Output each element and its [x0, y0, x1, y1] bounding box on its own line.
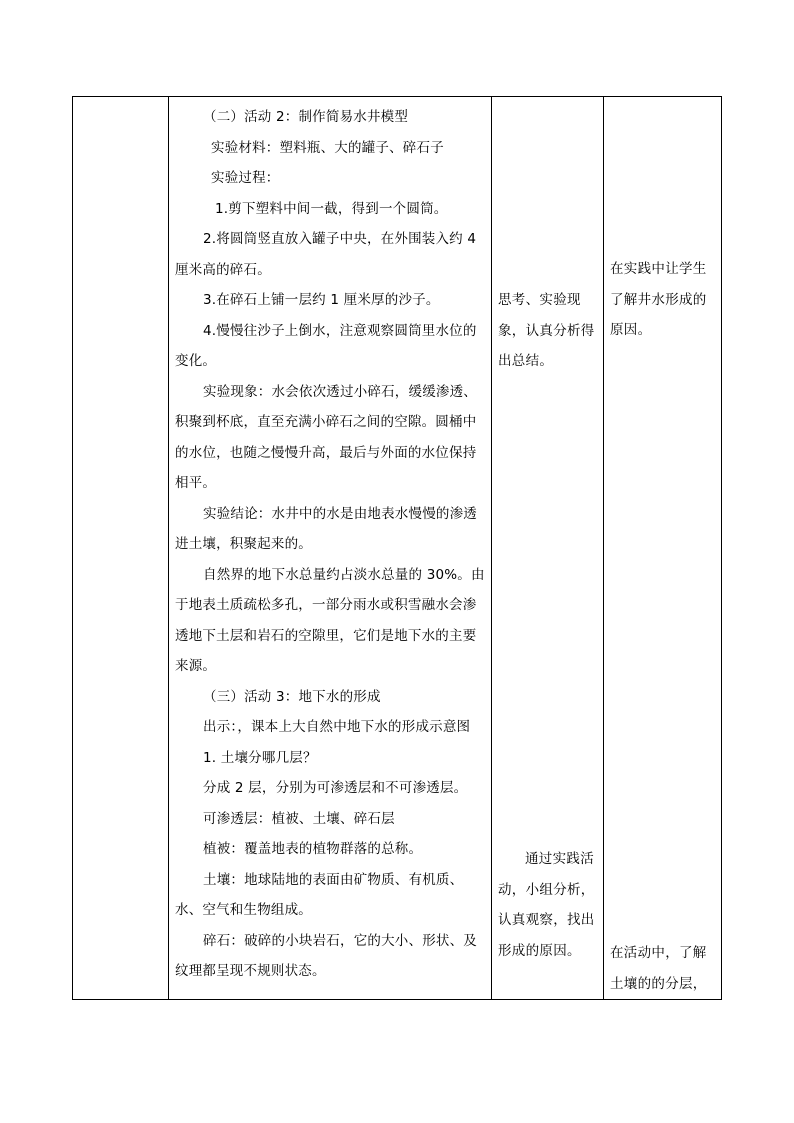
gravel-definition: 碎石：破碎的小块岩石，它的大小、形状、及纹理都呈现不规则状态。: [175, 932, 477, 979]
experiment-conclusion: 实验结论：水井中的水是由地表水慢慢的渗透进土壤，积聚起来的。: [175, 505, 477, 552]
answer-layers: 分成 2 层，分别为可渗透层和不可渗透层。: [203, 780, 468, 796]
design-intent-1: 在实践中让学生了解井水形成的原因。: [610, 261, 707, 338]
step-2: 2.将圆筒竖直放入罐子中央，在外围装入约 4 厘米高的碎石。: [175, 231, 477, 278]
step-3: 3.在碎石上铺一层约 1 厘米厚的沙子。: [203, 292, 440, 308]
design-intent-cell: [604, 97, 723, 999]
student-activity-1: 思考、实验现象，认真分析得出总结。: [498, 292, 595, 369]
student-activity-cell: [492, 97, 604, 999]
soil-definition: 土壤：地球陆地的表面由矿物质、有机质、水、空气和生物组成。: [175, 871, 464, 918]
vegetation-definition: 植被：覆盖地表的植物群落的总称。: [203, 841, 423, 857]
experiment-materials: 实验材料：塑料瓶、大的罐子、碎石子: [211, 139, 444, 156]
question-1: 1. 土壤分哪几层？: [203, 749, 317, 766]
student-activity-2: 通过实践活动，小组分析，认真观察，找出形成的原因。: [498, 851, 595, 959]
show-diagram-line: 出示：，课本上大自然中地下水的形成示意图: [203, 719, 471, 735]
design-intent-2: 在活动中，了解土壤的的分层，: [610, 945, 707, 992]
activity-3-heading: （三）活动 3：地下水的形成: [203, 688, 381, 705]
experiment-phenomenon: 实验现象：水会依次透过小碎石，缓缓渗透、积聚到杯底，直至充满小碎石之间的空隙。圆桶中的水位，也随之慢慢升高，最后与外面的水位保持相平。: [175, 383, 477, 491]
step-1: 1.剪下塑料中间一截，得到一个圆筒。: [215, 200, 448, 217]
experiment-process-label: 实验过程：: [211, 170, 280, 186]
teaching-process-cell: [169, 97, 492, 999]
groundwater-paragraph: 自然界的地下水总量约占淡水总量的 30%。由于地表土质疏松多孔，一部分雨水或积雪融水会渗透地下土层和岩石的空隙里，它们是地下水的主要来源。: [175, 566, 485, 674]
activity-2-heading: （二）活动 2：制作简易水井模型: [203, 109, 409, 125]
lesson-table: [72, 96, 722, 1000]
step-4: 4.慢慢往沙子上倒水，注意观察圆筒里水位的变化。: [175, 322, 477, 369]
permeable-layer: 可渗透层：植被、土壤、碎石层: [203, 810, 395, 827]
